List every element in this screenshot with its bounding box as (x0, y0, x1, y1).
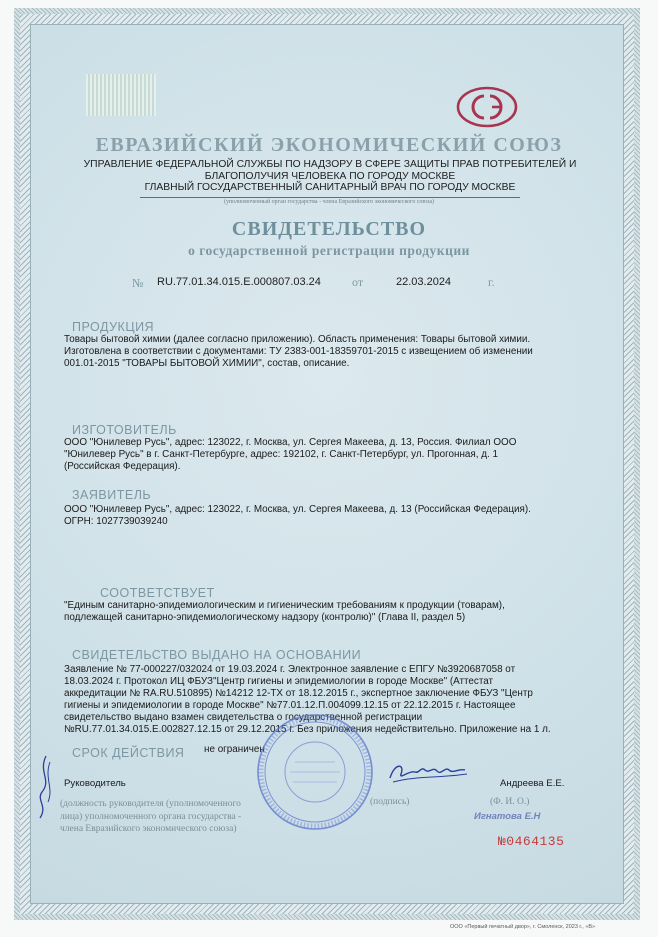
position-caption (60, 798, 241, 836)
authority-rule (140, 197, 520, 198)
signatory-name: Андреева Е.Е. (500, 778, 565, 789)
caption-line: члена Евразийского экономического союза) (60, 824, 237, 834)
certificate-date: 22.03.2024 (396, 276, 452, 288)
certificate-title: СВИДЕТЕЛЬСТВО (231, 218, 427, 240)
dept-line: БЛАГОПОЛУЧИЯ ЧЕЛОВЕКА ПО ГОРОДУ МОСКВЕ (204, 170, 456, 182)
certificate-number: RU.77.01.34.015.Е.000807.03.24 (157, 276, 321, 288)
manufacturer-heading: ИЗГОТОВИТЕЛЬ (72, 423, 177, 437)
round-stamp-icon (255, 712, 375, 832)
text-line: ОГРН: 1027739039240 (64, 516, 168, 527)
signatory-position: Руководитель (64, 778, 126, 789)
text-line: ООО "Юнилевер Русь", адрес: 123022, г. Москва, ул. Сергея Макеева, д. 13, Россия. Филиал ООО (64, 437, 517, 448)
union-title: ЕВРАЗИЙСКИЙ ЭКОНОМИЧЕСКИЙ СОЮЗ (95, 134, 563, 156)
text-line: (Российская Федерация). (64, 461, 181, 472)
text-line: Товары бытовой химии (далее согласно приложению). Область применения: Товары бытовой химии. (64, 334, 531, 345)
text-line: подлежащей санитарно-эпидемиологическому надзору (контролю)" (Глава II, раздел 5) (64, 612, 466, 623)
hologram (86, 74, 156, 116)
text-line: свидетельство выдано взамен свидетельства о государственной регистрации (64, 712, 423, 723)
text-line: 001.01-2015 "ТОВАРЫ БЫТОВОЙ ХИМИИ", состав, описание. (64, 358, 350, 369)
handwritten-signature-icon (385, 756, 470, 788)
text-line: гигиены и эпидемиологии в городе Москве" №77.01.12.П.004099.12.15 от 22.12.2015 г. Настоящее (64, 700, 516, 711)
applicant-heading: ЗАЯВИТЕЛЬ (72, 488, 152, 502)
validity-value: не ограничен (204, 744, 265, 755)
margin-initials-icon (32, 752, 56, 822)
validity-heading: СРОК ДЕЙСТВИЯ (72, 746, 185, 760)
text-line: аккредитации № RA.RU.510895) №14212 12-ТХ от 18.12.2015 г., экспертное заключение ФБУЗ "Центр (64, 688, 533, 699)
text-line: "Единым санитарно-эпидемиологическим и гигиеническим требованиям к продукции (товарам), (64, 600, 505, 611)
year-suffix: г. (488, 275, 495, 289)
compliance-text (64, 600, 574, 624)
issuing-authority (60, 159, 600, 194)
product-text (64, 334, 574, 370)
signature-caption: (подпись) (370, 797, 410, 807)
eac-logo-icon (456, 86, 518, 128)
text-line: Изготовлена в соответствии с документами: ТУ 2383-001-18359701-2015 с извещением об изменении (64, 346, 533, 357)
date-from-label: от (352, 275, 364, 289)
product-heading: ПРОДУКЦИЯ (72, 320, 155, 334)
text-line: 18.03.2024 г. Протокол ИЦ ФБУЗ"Центр гигиены и эпидемиологии в городе Москве" (Аттестат (64, 676, 494, 687)
dept-line: ГЛАВНЫЙ ГОСУДАРСТВЕННЫЙ САНИТАРНЫЙ ВРАЧ ПО ГОРОДУ МОСКВЕ (144, 182, 516, 193)
caption-line: лица) уполномоченного органа государства - (60, 811, 242, 822)
manufacturer-text (64, 437, 574, 473)
text-line: "Юнилевер Русь" в г. Санкт-Петербурге, адрес: 192102, г. Санкт-Петербург, ул. Прогонная, д. 1 (64, 449, 499, 460)
certificate-subtitle: о государственной регистрации продукции (188, 243, 470, 258)
text-line: ООО "Юнилевер Русь", адрес: 123022, г. Москва, ул. Сергея Макеева, д. 13 (Российская Федерация). (64, 504, 531, 515)
printer-imprint: ООО «Первый печатный двор», г. Смоленск, 2023 г., «В» (450, 924, 596, 930)
applicant-text (64, 504, 574, 528)
fio-caption: (Ф. И. О.) (490, 797, 530, 807)
dept-line: УПРАВЛЕНИЕ ФЕДЕРАЛЬНОЙ СЛУЖБЫ ПО НАДЗОРУ В СФЕРЕ ЗАЩИТЫ ПРАВ ПОТРЕБИТЕЛЕЙ И (83, 159, 577, 170)
text-line: Заявление № 77-000227/032024 от 19.03.2024 г. Электронное заявление с ЕПГУ №3920687058 от (64, 664, 516, 675)
stamp-note: Игнатова Е.Н (474, 811, 541, 822)
serial-number: №0464135 (498, 834, 565, 849)
number-sign: № (132, 276, 144, 290)
text-line: №RU.77.01.34.015.Е.002827.12.15 от 29.12.2015 г. Без приложения недействительно. Приложение на 1 л. (64, 724, 551, 735)
authority-caption: (уполномоченный орган государства - члена Евразийского экономического союза) (223, 199, 435, 205)
basis-heading: СВИДЕТЕЛЬСТВО ВЫДАНО НА ОСНОВАНИИ (72, 648, 362, 662)
compliance-heading: СООТВЕТСТВУЕТ (100, 586, 215, 600)
caption-line: (должность руководителя (уполномоченного (60, 799, 241, 809)
